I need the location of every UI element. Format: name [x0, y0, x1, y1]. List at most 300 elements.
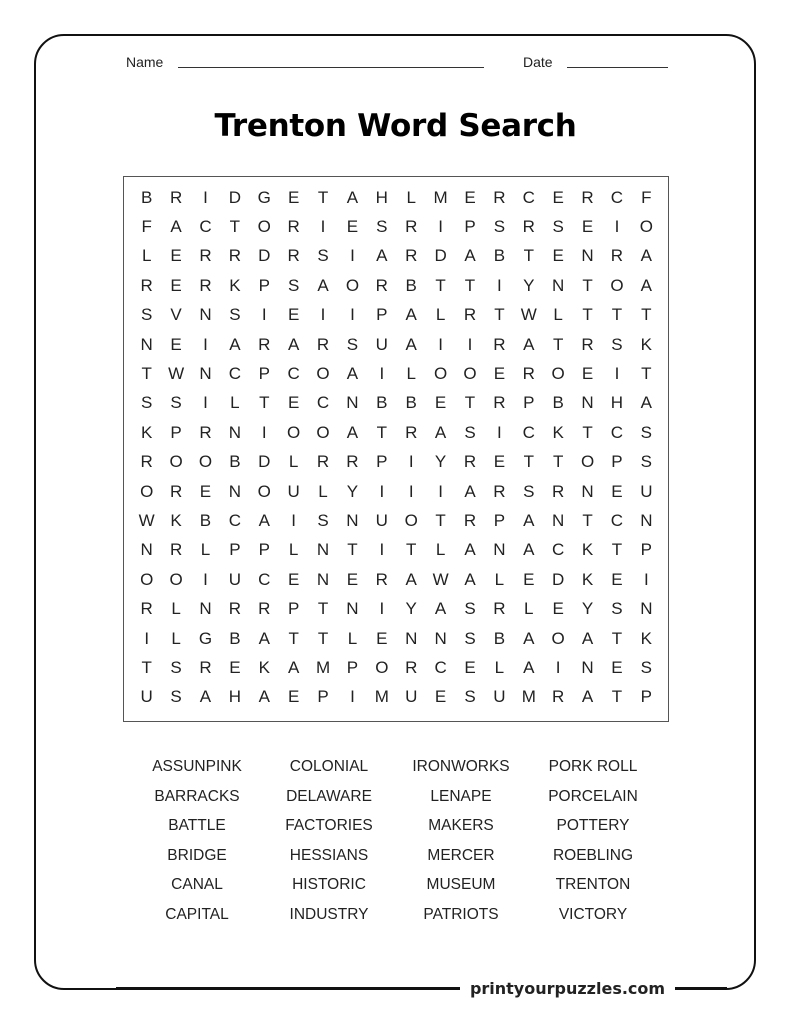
grid-letter[interactable]: U: [640, 481, 653, 501]
grid-letter[interactable]: R: [463, 452, 477, 472]
grid-letter[interactable]: P: [640, 687, 652, 707]
grid-letter[interactable]: N: [405, 628, 418, 648]
grid-letter[interactable]: S: [464, 687, 476, 707]
grid-letter[interactable]: R: [405, 657, 418, 677]
grid-letter[interactable]: K: [141, 422, 153, 442]
grid-letter[interactable]: O: [463, 364, 477, 384]
grid-letter[interactable]: T: [435, 275, 446, 295]
grid-letter[interactable]: E: [287, 687, 300, 707]
grid-letter[interactable]: E: [170, 275, 182, 295]
grid-letter[interactable]: A: [523, 657, 535, 677]
grid-letter[interactable]: R: [463, 305, 477, 325]
grid-letter[interactable]: L: [200, 540, 211, 560]
grid-letter[interactable]: O: [316, 364, 330, 384]
grid-letter[interactable]: N: [581, 481, 594, 501]
date-field[interactable]: [567, 67, 668, 68]
grid-letter[interactable]: R: [258, 334, 271, 354]
grid-letter[interactable]: B: [493, 628, 506, 648]
grid-letter[interactable]: R: [316, 334, 330, 354]
grid-letter[interactable]: B: [229, 452, 241, 472]
grid-letter[interactable]: R: [375, 569, 388, 589]
grid-letter[interactable]: P: [376, 452, 388, 472]
grid-letter[interactable]: A: [405, 305, 417, 325]
grid-letter[interactable]: S: [346, 334, 359, 354]
grid-letter[interactable]: I: [614, 217, 620, 237]
grid-letter[interactable]: N: [346, 510, 359, 530]
grid-letter[interactable]: Y: [346, 481, 359, 501]
grid-letter[interactable]: L: [171, 628, 181, 648]
grid-letter[interactable]: N: [581, 246, 594, 266]
grid-letter[interactable]: R: [522, 217, 535, 237]
grid-letter[interactable]: I: [261, 305, 267, 325]
grid-letter[interactable]: B: [552, 393, 564, 413]
grid-letter[interactable]: E: [464, 657, 476, 677]
grid-letter[interactable]: R: [405, 422, 418, 442]
grid-letter[interactable]: R: [493, 334, 506, 354]
grid-letter[interactable]: L: [141, 246, 152, 266]
grid-letter[interactable]: Y: [523, 275, 535, 295]
grid-letter[interactable]: R: [228, 246, 241, 266]
grid-letter[interactable]: S: [141, 393, 153, 413]
grid-letter[interactable]: A: [346, 422, 359, 442]
grid-letter[interactable]: E: [376, 628, 388, 648]
grid-letter[interactable]: I: [555, 657, 561, 677]
grid-letter[interactable]: W: [432, 569, 449, 589]
grid-letter[interactable]: S: [170, 393, 182, 413]
grid-letter[interactable]: W: [138, 510, 155, 530]
grid-letter[interactable]: U: [375, 334, 388, 354]
grid-letter[interactable]: O: [140, 569, 154, 589]
grid-letter[interactable]: T: [582, 275, 593, 295]
grid-letter[interactable]: U: [493, 687, 506, 707]
grid-letter[interactable]: T: [259, 393, 270, 413]
grid-letter[interactable]: Y: [405, 599, 417, 619]
grid-letter[interactable]: K: [581, 569, 594, 589]
grid-letter[interactable]: D: [258, 246, 271, 266]
grid-letter[interactable]: N: [493, 540, 506, 560]
grid-letter[interactable]: N: [640, 510, 653, 530]
grid-letter[interactable]: O: [198, 452, 213, 472]
grid-letter[interactable]: L: [494, 569, 505, 589]
grid-letter[interactable]: B: [141, 187, 153, 207]
grid-letter[interactable]: L: [406, 364, 416, 384]
grid-letter[interactable]: N: [199, 599, 212, 619]
grid-letter[interactable]: A: [640, 246, 652, 266]
grid-letter[interactable]: O: [257, 217, 271, 237]
grid-letter[interactable]: E: [287, 187, 300, 207]
grid-letter[interactable]: S: [170, 687, 182, 707]
grid-letter[interactable]: I: [203, 569, 208, 589]
grid-letter[interactable]: L: [524, 599, 534, 619]
grid-letter[interactable]: O: [316, 422, 330, 442]
grid-letter[interactable]: E: [346, 569, 359, 589]
grid-letter[interactable]: R: [375, 275, 388, 295]
grid-letter[interactable]: A: [581, 628, 594, 648]
grid-letter[interactable]: N: [552, 275, 565, 295]
grid-letter[interactable]: A: [523, 628, 535, 648]
grid-letter[interactable]: R: [287, 246, 300, 266]
grid-letter[interactable]: P: [258, 275, 270, 295]
grid-letter[interactable]: A: [405, 569, 417, 589]
grid-letter[interactable]: G: [257, 187, 271, 207]
grid-letter[interactable]: R: [199, 422, 212, 442]
grid-letter[interactable]: T: [582, 422, 593, 442]
grid-letter[interactable]: O: [257, 481, 271, 501]
grid-letter[interactable]: A: [464, 569, 476, 589]
grid-letter[interactable]: O: [580, 452, 595, 472]
grid-letter[interactable]: P: [258, 364, 270, 384]
grid-letter[interactable]: T: [611, 687, 623, 707]
grid-letter[interactable]: R: [463, 510, 477, 530]
grid-letter[interactable]: A: [523, 334, 535, 354]
grid-letter[interactable]: E: [464, 187, 476, 207]
grid-letter[interactable]: S: [640, 422, 652, 442]
grid-letter[interactable]: D: [228, 187, 241, 207]
grid-letter[interactable]: R: [493, 481, 506, 501]
grid-letter[interactable]: I: [203, 393, 208, 413]
grid-letter[interactable]: D: [258, 452, 271, 472]
grid-letter[interactable]: A: [287, 334, 300, 354]
grid-letter[interactable]: B: [405, 393, 417, 413]
grid-letter[interactable]: I: [203, 187, 208, 207]
grid-letter[interactable]: E: [346, 217, 359, 237]
grid-letter[interactable]: O: [610, 275, 624, 295]
grid-letter[interactable]: R: [199, 275, 212, 295]
grid-letter[interactable]: R: [140, 275, 153, 295]
grid-letter[interactable]: E: [611, 481, 623, 501]
grid-letter[interactable]: O: [140, 481, 154, 501]
grid-letter[interactable]: M: [521, 687, 536, 707]
grid-letter[interactable]: M: [374, 687, 389, 707]
grid-letter[interactable]: D: [552, 569, 565, 589]
grid-letter[interactable]: T: [406, 540, 417, 560]
grid-letter[interactable]: T: [141, 364, 152, 384]
grid-letter[interactable]: S: [640, 452, 652, 472]
grid-letter[interactable]: C: [522, 422, 535, 442]
grid-letter[interactable]: E: [552, 187, 564, 207]
grid-letter[interactable]: F: [641, 187, 652, 207]
grid-letter[interactable]: W: [520, 305, 537, 325]
grid-letter[interactable]: I: [408, 481, 414, 501]
grid-letter[interactable]: R: [522, 364, 535, 384]
grid-letter[interactable]: N: [581, 657, 594, 677]
grid-letter[interactable]: O: [639, 217, 653, 237]
grid-letter[interactable]: C: [552, 540, 565, 560]
grid-letter[interactable]: E: [611, 569, 623, 589]
grid-letter[interactable]: T: [523, 246, 534, 266]
grid-letter[interactable]: R: [493, 599, 506, 619]
grid-letter[interactable]: N: [640, 599, 653, 619]
grid-letter[interactable]: I: [291, 510, 297, 530]
grid-letter[interactable]: T: [317, 628, 329, 648]
grid-letter[interactable]: R: [610, 246, 624, 266]
grid-letter[interactable]: B: [376, 393, 388, 413]
grid-letter[interactable]: A: [317, 275, 329, 295]
grid-letter[interactable]: O: [345, 275, 360, 295]
grid-letter[interactable]: A: [640, 275, 652, 295]
grid-letter[interactable]: O: [169, 569, 183, 589]
grid-letter[interactable]: A: [287, 657, 300, 677]
grid-letter[interactable]: R: [199, 657, 212, 677]
grid-letter[interactable]: L: [288, 540, 299, 560]
grid-letter[interactable]: S: [317, 246, 329, 266]
grid-letter[interactable]: C: [287, 364, 300, 384]
grid-letter[interactable]: L: [288, 452, 299, 472]
grid-letter[interactable]: R: [199, 246, 212, 266]
grid-letter[interactable]: T: [317, 599, 329, 619]
grid-letter[interactable]: I: [643, 569, 649, 589]
grid-letter[interactable]: O: [169, 452, 183, 472]
grid-letter[interactable]: C: [228, 364, 241, 384]
grid-letter[interactable]: A: [229, 334, 241, 354]
grid-letter[interactable]: S: [287, 275, 300, 295]
grid-letter[interactable]: I: [467, 334, 473, 354]
grid-letter[interactable]: T: [641, 364, 652, 384]
grid-letter[interactable]: K: [258, 657, 270, 677]
grid-letter[interactable]: I: [350, 687, 355, 707]
grid-letter[interactable]: P: [493, 510, 506, 530]
grid-letter[interactable]: N: [140, 540, 153, 560]
grid-letter[interactable]: T: [376, 422, 388, 442]
grid-letter[interactable]: A: [258, 687, 270, 707]
grid-letter[interactable]: T: [288, 628, 299, 648]
grid-letter[interactable]: R: [581, 334, 594, 354]
grid-letter[interactable]: E: [199, 481, 212, 501]
grid-letter[interactable]: I: [379, 364, 385, 384]
grid-letter[interactable]: O: [404, 510, 418, 530]
grid-letter[interactable]: K: [581, 540, 594, 560]
grid-letter[interactable]: C: [610, 510, 624, 530]
grid-letter[interactable]: I: [350, 246, 355, 266]
grid-letter[interactable]: N: [552, 510, 565, 530]
grid-letter[interactable]: R: [316, 452, 330, 472]
grid-letter[interactable]: U: [405, 687, 418, 707]
grid-letter[interactable]: A: [346, 187, 359, 207]
grid-letter[interactable]: T: [611, 628, 623, 648]
grid-letter[interactable]: I: [320, 305, 326, 325]
name-field[interactable]: [178, 67, 484, 68]
grid-letter[interactable]: U: [287, 481, 300, 501]
grid-letter[interactable]: P: [170, 422, 182, 442]
grid-letter[interactable]: N: [316, 569, 330, 589]
grid-letter[interactable]: N: [228, 422, 241, 442]
grid-letter[interactable]: E: [493, 364, 506, 384]
grid-letter[interactable]: E: [581, 217, 594, 237]
grid-letter[interactable]: E: [434, 393, 447, 413]
grid-letter[interactable]: R: [140, 452, 153, 472]
grid-letter[interactable]: C: [610, 187, 624, 207]
grid-letter[interactable]: B: [229, 628, 241, 648]
grid-letter[interactable]: A: [170, 217, 182, 237]
grid-letter[interactable]: N: [581, 393, 594, 413]
grid-letter[interactable]: K: [170, 510, 182, 530]
grid-letter[interactable]: A: [346, 364, 359, 384]
grid-letter[interactable]: S: [464, 422, 476, 442]
grid-letter[interactable]: G: [198, 628, 213, 648]
grid-letter[interactable]: R: [169, 540, 183, 560]
grid-letter[interactable]: E: [493, 452, 506, 472]
grid-letter[interactable]: T: [229, 217, 241, 237]
grid-letter[interactable]: N: [199, 305, 212, 325]
grid-letter[interactable]: L: [171, 599, 181, 619]
grid-letter[interactable]: S: [317, 510, 329, 530]
grid-letter[interactable]: I: [379, 540, 385, 560]
grid-letter[interactable]: O: [551, 364, 565, 384]
grid-letter[interactable]: T: [582, 305, 593, 325]
grid-letter[interactable]: K: [640, 334, 652, 354]
grid-letter[interactable]: U: [140, 687, 153, 707]
grid-letter[interactable]: N: [228, 481, 241, 501]
grid-letter[interactable]: T: [464, 275, 476, 295]
grid-letter[interactable]: W: [168, 364, 185, 384]
grid-letter[interactable]: A: [199, 687, 212, 707]
grid-letter[interactable]: I: [408, 452, 414, 472]
grid-letter[interactable]: A: [376, 246, 388, 266]
grid-letter[interactable]: E: [552, 246, 564, 266]
grid-letter[interactable]: R: [346, 452, 359, 472]
grid-letter[interactable]: A: [523, 540, 535, 560]
grid-letter[interactable]: R: [228, 599, 241, 619]
grid-letter[interactable]: R: [169, 481, 183, 501]
grid-letter[interactable]: L: [406, 187, 416, 207]
grid-letter[interactable]: P: [229, 540, 241, 560]
grid-letter[interactable]: I: [497, 275, 502, 295]
grid-letter[interactable]: R: [258, 599, 271, 619]
grid-letter[interactable]: I: [144, 628, 150, 648]
grid-letter[interactable]: I: [261, 422, 267, 442]
grid-letter[interactable]: N: [434, 628, 447, 648]
grid-letter[interactable]: P: [317, 687, 329, 707]
grid-letter[interactable]: L: [318, 481, 328, 501]
grid-letter[interactable]: S: [464, 628, 476, 648]
grid-letter[interactable]: A: [523, 510, 535, 530]
grid-letter[interactable]: L: [494, 657, 505, 677]
grid-letter[interactable]: P: [464, 217, 476, 237]
grid-letter[interactable]: T: [494, 305, 505, 325]
grid-letter[interactable]: A: [434, 599, 447, 619]
grid-letter[interactable]: N: [199, 364, 212, 384]
grid-letter[interactable]: S: [170, 657, 182, 677]
grid-letter[interactable]: S: [611, 599, 623, 619]
grid-letter[interactable]: U: [228, 569, 241, 589]
grid-letter[interactable]: K: [229, 275, 241, 295]
grid-letter[interactable]: A: [581, 687, 594, 707]
grid-letter[interactable]: H: [228, 687, 241, 707]
grid-letter[interactable]: S: [464, 599, 476, 619]
grid-letter[interactable]: C: [258, 569, 271, 589]
grid-letter[interactable]: A: [258, 628, 270, 648]
grid-letter[interactable]: T: [552, 452, 564, 472]
grid-letter[interactable]: E: [229, 657, 241, 677]
grid-letter[interactable]: E: [523, 569, 535, 589]
grid-letter[interactable]: T: [552, 334, 564, 354]
grid-letter[interactable]: S: [611, 334, 623, 354]
grid-letter[interactable]: I: [203, 334, 208, 354]
grid-letter[interactable]: R: [552, 481, 565, 501]
grid-letter[interactable]: L: [553, 305, 563, 325]
grid-letter[interactable]: P: [640, 540, 652, 560]
grid-letter[interactable]: L: [347, 628, 358, 648]
grid-letter[interactable]: B: [493, 246, 506, 266]
grid-letter[interactable]: T: [141, 657, 152, 677]
grid-letter[interactable]: D: [434, 246, 447, 266]
grid-letter[interactable]: R: [581, 187, 594, 207]
grid-letter[interactable]: P: [346, 657, 359, 677]
grid-letter[interactable]: Y: [434, 452, 447, 472]
grid-letter[interactable]: A: [258, 510, 270, 530]
grid-letter[interactable]: N: [316, 540, 330, 560]
grid-letter[interactable]: O: [433, 364, 448, 384]
grid-letter[interactable]: A: [464, 246, 476, 266]
grid-letter[interactable]: I: [614, 364, 620, 384]
grid-letter[interactable]: O: [375, 657, 389, 677]
grid-letter[interactable]: I: [379, 481, 385, 501]
grid-letter[interactable]: I: [438, 334, 443, 354]
grid-letter[interactable]: C: [610, 422, 624, 442]
grid-letter[interactable]: R: [405, 246, 418, 266]
grid-letter[interactable]: A: [405, 334, 417, 354]
grid-letter[interactable]: C: [316, 393, 330, 413]
grid-letter[interactable]: K: [640, 628, 652, 648]
grid-letter[interactable]: Y: [581, 599, 594, 619]
grid-letter[interactable]: R: [405, 217, 418, 237]
grid-letter[interactable]: K: [552, 422, 564, 442]
grid-letter[interactable]: A: [464, 540, 476, 560]
grid-letter[interactable]: L: [435, 540, 446, 560]
grid-letter[interactable]: T: [582, 510, 593, 530]
grid-letter[interactable]: P: [523, 393, 535, 413]
grid-letter[interactable]: R: [493, 393, 506, 413]
grid-letter[interactable]: T: [641, 305, 652, 325]
grid-letter[interactable]: O: [287, 422, 301, 442]
grid-letter[interactable]: T: [611, 540, 623, 560]
grid-letter[interactable]: N: [140, 334, 153, 354]
grid-letter[interactable]: T: [347, 540, 358, 560]
grid-letter[interactable]: T: [317, 187, 329, 207]
grid-letter[interactable]: C: [434, 657, 447, 677]
grid-letter[interactable]: P: [376, 305, 388, 325]
grid-letter[interactable]: S: [376, 217, 388, 237]
grid-letter[interactable]: T: [611, 305, 623, 325]
grid-letter[interactable]: E: [170, 334, 182, 354]
grid-letter[interactable]: C: [228, 510, 241, 530]
grid-letter[interactable]: I: [350, 305, 355, 325]
grid-letter[interactable]: H: [610, 393, 624, 413]
grid-letter[interactable]: L: [435, 305, 446, 325]
grid-letter[interactable]: R: [287, 217, 300, 237]
grid-letter[interactable]: M: [433, 187, 448, 207]
grid-letter[interactable]: N: [346, 393, 359, 413]
grid-letter[interactable]: B: [199, 510, 212, 530]
grid-letter[interactable]: U: [375, 510, 388, 530]
grid-letter[interactable]: B: [405, 275, 417, 295]
grid-letter[interactable]: T: [464, 393, 476, 413]
grid-letter[interactable]: H: [375, 187, 388, 207]
grid-letter[interactable]: R: [169, 187, 183, 207]
grid-letter[interactable]: S: [141, 305, 153, 325]
grid-letter[interactable]: I: [497, 422, 502, 442]
grid-letter[interactable]: T: [523, 452, 534, 472]
grid-letter[interactable]: E: [287, 569, 300, 589]
grid-letter[interactable]: I: [438, 481, 443, 501]
grid-letter[interactable]: F: [141, 217, 152, 237]
grid-letter[interactable]: S: [640, 657, 652, 677]
grid-letter[interactable]: V: [170, 305, 182, 325]
grid-letter[interactable]: C: [199, 217, 212, 237]
grid-letter[interactable]: E: [581, 364, 594, 384]
grid-letter[interactable]: E: [434, 687, 447, 707]
grid-letter[interactable]: R: [140, 599, 153, 619]
